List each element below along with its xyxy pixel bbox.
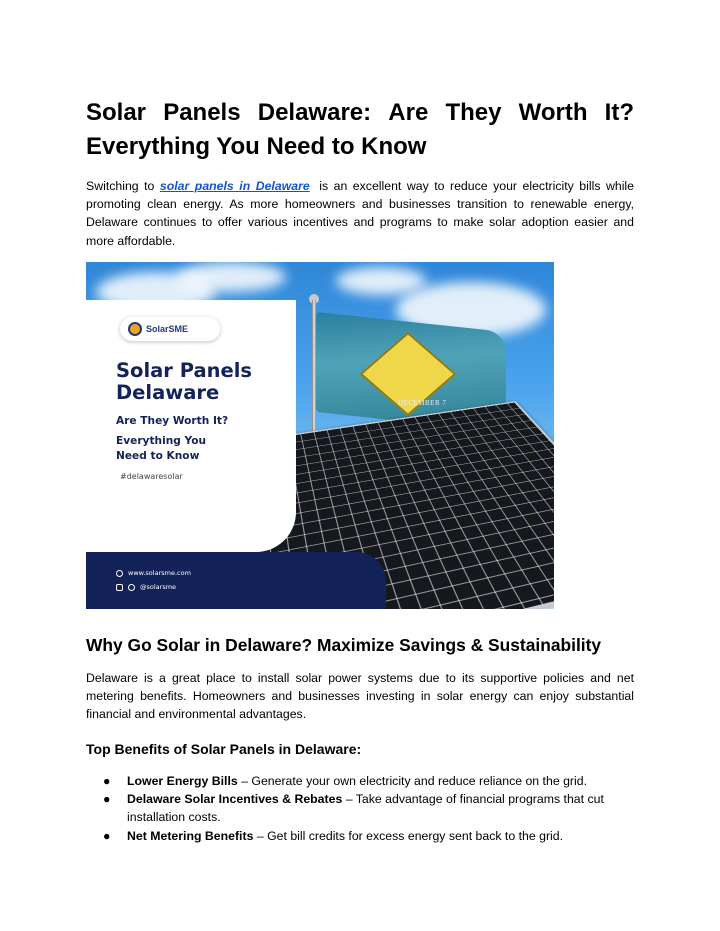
- solar-panels-delaware-link[interactable]: solar panels in Delaware: [159, 179, 310, 193]
- list-item-lead: Net Metering Benefits: [127, 828, 254, 843]
- list-item-text: – Get bill credits for excess energy sent back to the grid.: [253, 828, 564, 843]
- globe-icon: [116, 570, 123, 577]
- hero-subtitle-line-1: Are They Worth It?: [116, 415, 229, 427]
- social-row: [116, 583, 176, 591]
- benefits-subheading: Top Benefits of Solar Panels in Delaware:: [86, 741, 362, 757]
- section-heading: Why Go Solar in Delaware? Maximize Savings & Sustainability: [86, 635, 602, 655]
- hero-subtitle-line-3: Need to Know: [116, 450, 200, 462]
- title-word: Panels: [163, 99, 241, 126]
- hero-title-line-2: Delaware: [116, 381, 220, 404]
- intro-text-start: Switching to: [86, 179, 160, 193]
- list-item-lead: Delaware Solar Incentives & Rebates: [127, 792, 343, 807]
- list-item-lead: Lower Energy Bills: [127, 774, 238, 788]
- cloud-shape: [176, 262, 286, 292]
- title-word: They: [445, 99, 502, 126]
- list-item-text: – Take advantage of financial programs that cut installation costs.: [127, 792, 604, 825]
- instagram-icon: [128, 584, 135, 591]
- hero-hashtag: #delawaresolar: [120, 472, 183, 481]
- hero-subtitle: [116, 414, 228, 464]
- title-word: Delaware:: [257, 99, 372, 126]
- hero-footer-band: [86, 552, 386, 609]
- bullet-icon: ●: [103, 792, 111, 807]
- bullet-icon: ●: [103, 774, 111, 788]
- article-title: [86, 96, 634, 164]
- sun-icon: [128, 322, 142, 336]
- hero-subtitle-line-2: Everything You: [116, 435, 207, 447]
- title-word: It?: [604, 99, 634, 126]
- list-item: [86, 790, 646, 826]
- title-line-2: Everything You Need to Know: [86, 133, 427, 160]
- intro-text-rest: is an excellent way to reduce your electricity bills while promoting clean energy. As more homeowners and businesses transition to renewable energy, Delaware continues to offer various incentives and programs to make solar adoption easier and more affordable.: [86, 179, 634, 248]
- hero-title: [116, 360, 252, 404]
- flag-date-text: DECEMBER 7: [398, 399, 447, 407]
- logo-text: SolarSME: [146, 324, 189, 334]
- list-item-text: – Generate your own electricity and reduce reliance on the grid.: [237, 774, 587, 788]
- cloud-shape: [336, 267, 426, 295]
- website-text: www.solarsme.com: [128, 569, 191, 577]
- title-word: Are: [388, 99, 429, 126]
- intro-paragraph: [86, 177, 634, 250]
- title-word: Solar: [86, 99, 147, 126]
- website-row: [116, 569, 191, 577]
- benefits-list: [86, 772, 646, 845]
- list-item: [86, 772, 646, 790]
- title-word: Worth: [518, 99, 588, 126]
- facebook-icon: [116, 584, 123, 591]
- social-handle-text: @solarsme: [140, 583, 177, 591]
- solarsme-logo: [120, 317, 220, 341]
- list-item: [86, 827, 646, 845]
- hero-image: [86, 262, 554, 609]
- bullet-icon: ●: [103, 828, 111, 843]
- section-paragraph: Delaware is a great place to install solar power systems due to its supportive policies and net metering benefits. Homeowners and businesses investing in solar energy can enjoy substantial financial and environmental advantages.: [86, 671, 634, 722]
- title-line-1: [86, 96, 634, 130]
- hero-title-line-1: Solar Panels: [116, 359, 253, 382]
